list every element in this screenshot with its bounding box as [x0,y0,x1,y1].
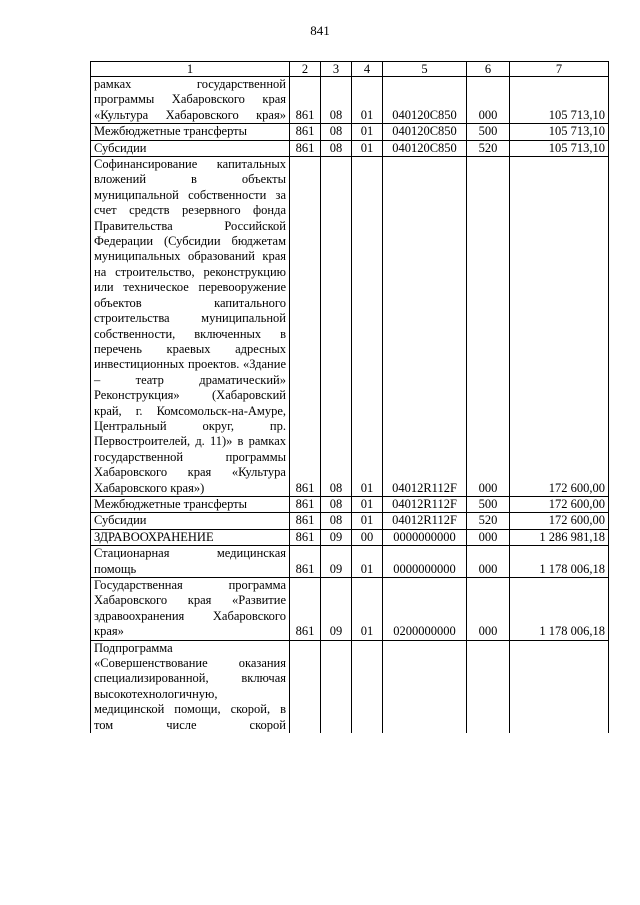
column-header: 4 [352,62,383,77]
cell-amount: 105 713,10 [510,77,609,124]
cell-amount: 105 713,10 [510,140,609,156]
cell-code: 861 [290,546,321,578]
cell-expense-type: 520 [467,513,510,529]
cell-code: 861 [290,578,321,641]
cell-code: 861 [290,496,321,512]
row-description: Софинансирование капитальных вложений в объекты муниципальной собственности за счет средств резервного фонда Правительства Российской Федерации (Субсидии бюджетам муниципальных образований края на строительство, реконструкцию или техническое перевооружение объектов капитального строительства муниципальной собственности, включенных в перечень краевых адресных инвестиционных проектов. «Здание – театр драматический» Реконструкция» (Хабаровский край, г. Комсомольск-на-Амуре, Центральный округ, пр. Первостроителей, д. 11)» в рамках государственной программы Хабаровского края «Культура Хабаровского края») [91,157,290,497]
cell-amount: 172 600,00 [510,513,609,529]
table-row [91,124,609,140]
cell-subsection: 01 [352,513,383,529]
cell-subsection: 01 [352,124,383,140]
row-description: Межбюджетные трансферты [91,496,290,512]
cell-target-article [383,640,467,733]
cell-section [321,640,352,733]
cell-code: 861 [290,529,321,545]
cell-expense-type: 500 [467,496,510,512]
cell-target-article: 04012R112F [383,496,467,512]
cell-expense-type: 000 [467,529,510,545]
cell-subsection: 00 [352,529,383,545]
table-row [91,140,609,156]
cell-target-article: 0000000000 [383,546,467,578]
cell-code [290,640,321,733]
cell-expense-type: 000 [467,546,510,578]
column-header: 5 [383,62,467,77]
row-description: ЗДРАВООХРАНЕНИЕ [91,529,290,545]
cell-target-article: 0000000000 [383,529,467,545]
cell-expense-type: 000 [467,578,510,641]
cell-target-article: 040120С850 [383,124,467,140]
cell-target-article: 040120С850 [383,77,467,124]
cell-target-article: 04012R112F [383,513,467,529]
cell-subsection: 01 [352,546,383,578]
table-row [91,77,609,124]
cell-section: 08 [321,124,352,140]
row-description: Государственная программа Хабаровского края «Развитие здравоохранения Хабаровского края» [91,578,290,641]
cell-amount [510,640,609,733]
column-header: 7 [510,62,609,77]
column-header-row [91,62,609,77]
column-header: 3 [321,62,352,77]
row-description: Субсидии [91,140,290,156]
cell-section: 09 [321,546,352,578]
cell-code: 861 [290,140,321,156]
cell-amount: 172 600,00 [510,157,609,497]
cell-amount: 1 178 006,18 [510,578,609,641]
cell-code: 861 [290,77,321,124]
column-header: 1 [91,62,290,77]
row-description: Стационарная медицинская помощь [91,546,290,578]
cell-section: 09 [321,578,352,641]
row-description: Субсидии [91,513,290,529]
cell-subsection: 01 [352,496,383,512]
row-description: Подпрограмма «Совершенствование оказания специализированной, включая высокотехнологичную, медицинской помощи, скорой, в том числе скорой [91,640,290,733]
cell-section: 08 [321,496,352,512]
cell-subsection: 01 [352,578,383,641]
table-row [91,513,609,529]
cell-amount: 1 286 981,18 [510,529,609,545]
cell-section: 09 [321,529,352,545]
cell-code: 861 [290,513,321,529]
cell-subsection: 01 [352,77,383,124]
table-row [91,640,609,733]
cell-section: 08 [321,513,352,529]
cell-amount: 1 178 006,18 [510,546,609,578]
row-description: рамках государственной программы Хабаровского края «Культура Хабаровского края» [91,77,290,124]
row-description: Межбюджетные трансферты [91,124,290,140]
cell-subsection: 01 [352,140,383,156]
column-header: 2 [290,62,321,77]
table-row [91,529,609,545]
column-header: 6 [467,62,510,77]
cell-section: 08 [321,140,352,156]
budget-table [90,61,609,733]
cell-amount: 105 713,10 [510,124,609,140]
cell-amount: 172 600,00 [510,496,609,512]
cell-subsection: 01 [352,157,383,497]
cell-subsection [352,640,383,733]
cell-target-article: 0200000000 [383,578,467,641]
cell-expense-type [467,640,510,733]
cell-expense-type: 000 [467,157,510,497]
page-number: 841 [310,23,330,38]
cell-expense-type: 500 [467,124,510,140]
table-row [91,578,609,641]
cell-section: 08 [321,157,352,497]
cell-target-article: 04012R112F [383,157,467,497]
cell-expense-type: 520 [467,140,510,156]
cell-target-article: 040120С850 [383,140,467,156]
cell-code: 861 [290,157,321,497]
table-row [91,496,609,512]
table-row [91,546,609,578]
cell-expense-type: 000 [467,77,510,124]
table-row [91,157,609,497]
cell-code: 861 [290,124,321,140]
cell-section: 08 [321,77,352,124]
